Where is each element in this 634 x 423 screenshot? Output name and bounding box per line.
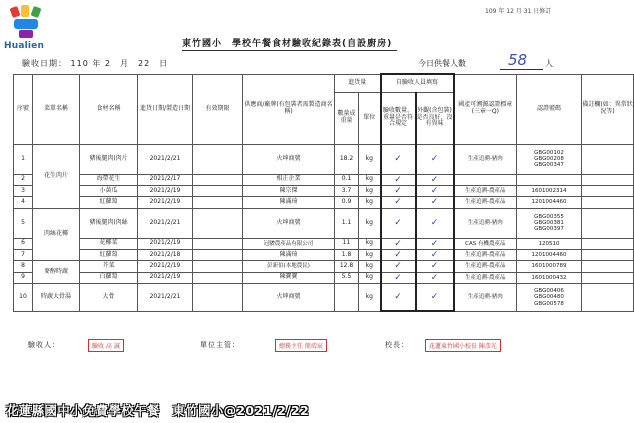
supplier-name: 陳寶寶: [243, 272, 335, 283]
quantity: 1.8: [335, 249, 359, 260]
supervisor-stamp: [275, 333, 327, 357]
header-qty: 數量成重量: [335, 92, 359, 144]
header-unit: 單位: [359, 92, 381, 144]
cert-type: 生產追溯-農產品: [454, 249, 517, 260]
unit: kg: [359, 208, 381, 238]
row-index: 7: [14, 249, 33, 260]
unit: kg: [359, 238, 381, 249]
remark: [582, 208, 634, 238]
purchase-date: 2021/2/17: [138, 174, 193, 185]
table-row: [14, 261, 634, 272]
remark: [582, 261, 634, 272]
cert-type: 生產追溯-豬肉: [454, 208, 517, 238]
ingredient-name: 大骨: [80, 283, 138, 311]
dish-name: 肉絲花椰: [33, 208, 80, 261]
header-index: 序號: [14, 74, 33, 144]
unit: kg: [359, 174, 381, 185]
supplier-name: 火坤商號: [243, 208, 335, 238]
inspect-odor-check: ✓: [416, 238, 454, 249]
supplier-name: 冠駿農產品有限公司: [243, 238, 335, 249]
ingredient-name: 花椰菜: [80, 238, 138, 249]
expiry-date: [193, 208, 243, 238]
header-supplier: 供應商/廠牌(有包裝者需製造商名稱): [243, 74, 335, 144]
supervisor-stamp-text: 總務主任 簡靖宸: [275, 339, 327, 352]
purchase-date: 2021/2/21: [138, 283, 193, 311]
ingredient-name: 紅蘿蔔: [80, 197, 138, 208]
expiry-date: [193, 144, 243, 174]
header-inspect-qty: 驗收數量、重量是否符合規定: [381, 92, 416, 144]
purchase-date: 2021/2/19: [138, 272, 193, 283]
inspect-qty-check: ✓: [381, 283, 416, 311]
inspect-odor-check: ✓: [416, 261, 454, 272]
ingredient-name: 豬後腿肉(肉片: [80, 144, 138, 174]
remark: [582, 238, 634, 249]
ingredient-name: 白蘿蔔: [80, 272, 138, 283]
supply-unit: 人: [545, 59, 553, 68]
supplier-name: 相正企業: [243, 174, 335, 185]
table-row: [14, 208, 634, 238]
remark: [582, 197, 634, 208]
row-index: 6: [14, 238, 33, 249]
cert-code: 1201004460: [517, 197, 582, 208]
inspect-odor-check: ✓: [416, 249, 454, 260]
row-index: 5: [14, 208, 33, 238]
quantity: 1.1: [335, 208, 359, 238]
quantity: 3.7: [335, 185, 359, 196]
inspect-odor-check: ✓: [416, 283, 454, 311]
dish-name: 花生肉片: [33, 144, 80, 208]
unit: kg: [359, 197, 381, 208]
ingredient-name: 芥菜: [80, 261, 138, 272]
ingredient-name: 豬後腿肉(肉絲: [80, 208, 138, 238]
table-row: [14, 249, 634, 260]
header-remark: 備註欄(如：異常狀況等): [582, 74, 634, 144]
inspect-odor-check: ✓: [416, 185, 454, 196]
purchase-date: 2021/2/19: [138, 185, 193, 196]
inspect-qty-check: ✓: [381, 249, 416, 260]
receiver-label: 驗收人：: [28, 341, 60, 349]
inspect-qty-check: ✓: [381, 208, 416, 238]
inspect-qty-check: ✓: [381, 272, 416, 283]
table-row: [14, 238, 634, 249]
unit: kg: [359, 283, 381, 311]
row-index: 10: [14, 283, 33, 311]
expiry-date: [193, 249, 243, 260]
ingredient-name: 小黃瓜: [80, 185, 138, 196]
cert-code: [517, 174, 582, 185]
header-purchase-date: 進貨日期/製造日期: [138, 74, 193, 144]
table-row: [14, 185, 634, 196]
org-name: Hualien: [4, 41, 45, 51]
expiry-date: [193, 283, 243, 311]
supplier-name: 彭新伯(本地農民): [243, 261, 335, 272]
title-underline: [182, 50, 397, 51]
supplier-name: 火坤商號: [243, 144, 335, 174]
principal-label: 校長：: [385, 341, 409, 349]
cert-code: GBG00102 GBG00208 GBG00347: [517, 144, 582, 174]
header-receipt: 進貨量: [335, 74, 381, 92]
inspect-qty-check: ✓: [381, 238, 416, 249]
cert-type: [454, 174, 517, 185]
quantity: 0.1: [335, 174, 359, 185]
quantity: 11: [335, 238, 359, 249]
cert-type: 生產追溯-農產品: [454, 261, 517, 272]
supplier-name: 陳滿琦: [243, 197, 335, 208]
header-ingredient: 食材名稱: [80, 74, 138, 144]
hualien-logo-icon: [8, 5, 44, 41]
supplier-name: 火坤商號: [243, 283, 335, 311]
cert-type: 生產追溯-農產品: [454, 197, 517, 208]
receiver-stamp: [88, 333, 124, 357]
purchase-date: 2021/2/19: [138, 197, 193, 208]
quantity: 12.8: [335, 261, 359, 272]
remark: [582, 249, 634, 260]
table-row: [14, 144, 634, 174]
inspect-qty-check: ✓: [381, 261, 416, 272]
purchase-date: 2021/2/18: [138, 249, 193, 260]
remark: [582, 272, 634, 283]
principal-stamp-text: 花蓮東竹國小校長 陳彥光: [425, 339, 501, 352]
inspect-qty-check: ✓: [381, 197, 416, 208]
cert-code: GBG00406 GBG00480 GBG00578: [517, 283, 582, 311]
expiry-date: [193, 238, 243, 249]
row-index: 3: [14, 185, 33, 196]
inspect-odor-check: ✓: [416, 144, 454, 174]
row-index: 1: [14, 144, 33, 174]
receiver-stamp-text: 驗收 高 誠: [88, 339, 124, 352]
unit: kg: [359, 144, 381, 174]
footer-caption: 花蓮縣國中小免費學校午餐 東竹國小@2021/2/22: [6, 403, 310, 418]
remark: [582, 185, 634, 196]
cert-code: GBG00355 GBG00381 GBG00397: [517, 208, 582, 238]
cert-code: 1201004460: [517, 249, 582, 260]
inspection-table: [13, 73, 634, 312]
expiry-date: [193, 174, 243, 185]
dish-name: 麥醇時蔬: [33, 261, 80, 284]
header-dish: 菜單名稱: [33, 74, 80, 144]
supply-underline: [500, 69, 543, 70]
purchase-date: 2021/2/19: [138, 261, 193, 272]
table-row: [14, 174, 634, 185]
unit: kg: [359, 185, 381, 196]
header-expiry: 有效期限: [193, 74, 243, 144]
header-cert-code: 認證號碼: [517, 74, 582, 144]
ingredient-name: 紅蘿蔔: [80, 249, 138, 260]
purchase-date: 2021/2/21: [138, 208, 193, 238]
table-row: [14, 197, 634, 208]
unit: kg: [359, 249, 381, 260]
quantity: 5.5: [335, 272, 359, 283]
purchase-date: 2021/2/21: [138, 144, 193, 174]
unit: kg: [359, 261, 381, 272]
cert-type: 生產追溯-農產品: [454, 272, 517, 283]
ingredient-name: 海帶花生: [80, 174, 138, 185]
quantity: 18.2: [335, 144, 359, 174]
quantity: [335, 283, 359, 311]
expiry-date: [193, 272, 243, 283]
inspection-date: 驗收日期： 110 年 2 月 22 日: [22, 59, 169, 68]
principal-stamp: [425, 333, 501, 357]
header-inspect-odor: 外觀(含包裝)是否良好、沒有異味: [416, 92, 454, 144]
inspect-odor-check: ✓: [416, 272, 454, 283]
inspect-qty-check: ✓: [381, 144, 416, 174]
purchase-date: 2021/2/19: [138, 238, 193, 249]
unit: kg: [359, 272, 381, 283]
cert-code: 1601000789: [517, 261, 582, 272]
form-title: 東竹國小 學校午餐食材驗收紀錄表(自設廚房): [182, 39, 393, 49]
supplier-name: 陳宗傑: [243, 185, 335, 196]
remark: [582, 283, 634, 311]
header-cert: 國產可溯源認證標章(三章一Q): [454, 74, 517, 144]
revision-date: 109 年 12 月 31 日修訂: [485, 8, 552, 15]
expiry-date: [193, 197, 243, 208]
cert-code: 1601002314: [517, 185, 582, 196]
row-index: 9: [14, 272, 33, 283]
table-row: [14, 272, 634, 283]
remark: [582, 174, 634, 185]
inspect-qty-check: ✓: [381, 185, 416, 196]
cert-code: 120510: [517, 238, 582, 249]
table-row: [14, 283, 634, 311]
quantity: 0.9: [335, 197, 359, 208]
supply-label: 今日供餐人數: [418, 59, 466, 68]
cert-type: CAS 有機農產品: [454, 238, 517, 249]
expiry-date: [193, 261, 243, 272]
cert-code: 1601000432: [517, 272, 582, 283]
cert-type: 生產追溯-農產品: [454, 185, 517, 196]
inspect-qty-check: ✓: [381, 174, 416, 185]
row-index: 4: [14, 197, 33, 208]
row-index: 2: [14, 174, 33, 185]
supervisor-label: 單位主管：: [200, 341, 240, 349]
header-inspector-group: 自驗收人員填寫: [381, 74, 454, 92]
inspect-odor-check: ✓: [416, 208, 454, 238]
expiry-date: [193, 185, 243, 196]
cert-type: 生產追溯-豬肉: [454, 144, 517, 174]
supply-count: 58: [508, 51, 528, 69]
row-index: 8: [14, 261, 33, 272]
dish-name: 時蔬大骨湯: [33, 283, 80, 311]
inspect-odor-check: ✓: [416, 197, 454, 208]
remark: [582, 144, 634, 174]
inspect-odor-check: ✓: [416, 174, 454, 185]
cert-type: 生產追溯-豬肉: [454, 283, 517, 311]
supplier-name: 陳滿琦: [243, 249, 335, 260]
